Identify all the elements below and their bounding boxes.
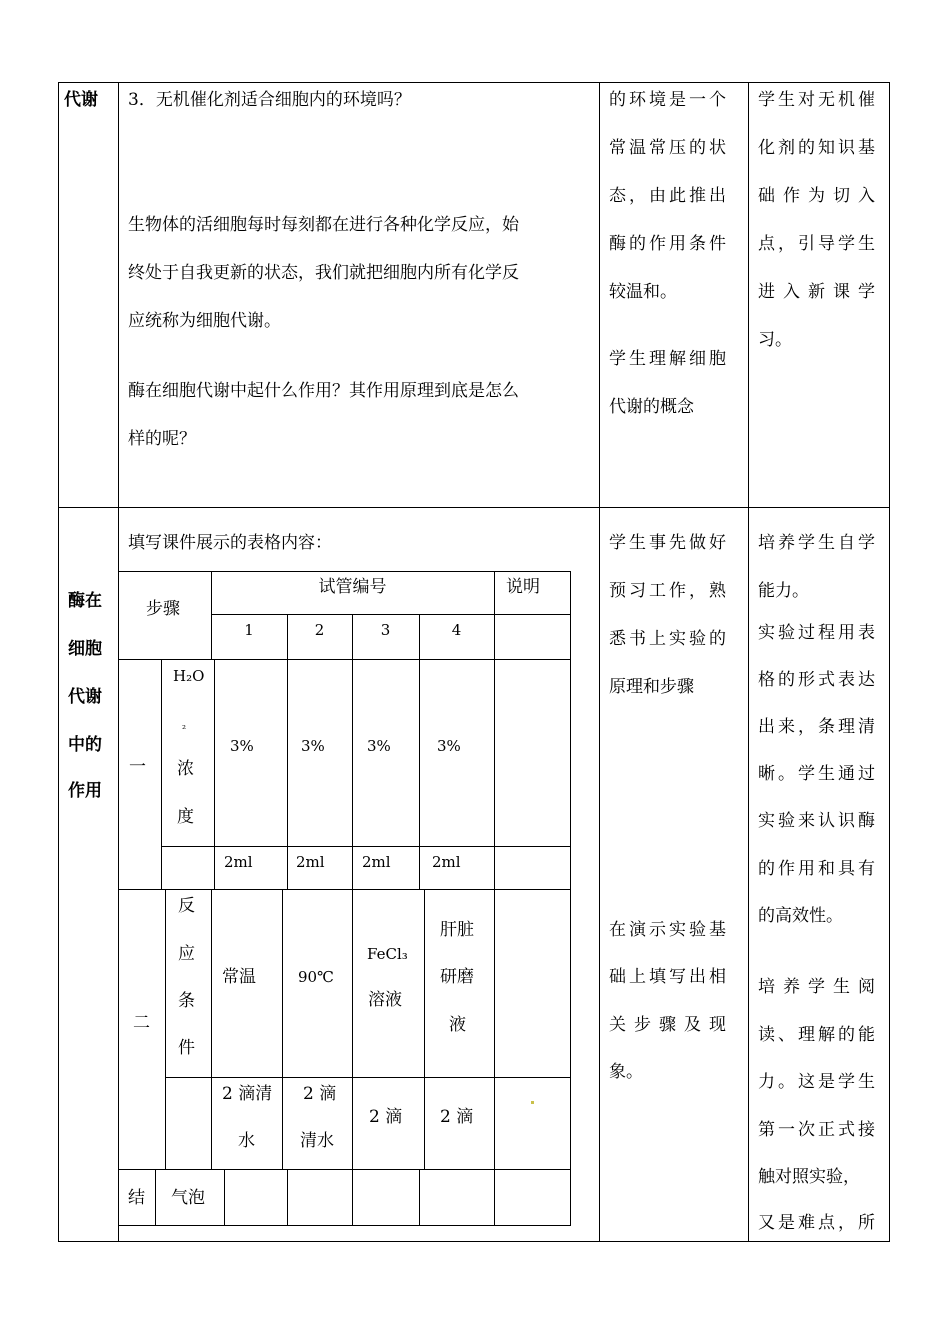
intent-line: 触对照实验， — [758, 1167, 860, 1187]
content-line: 生物体的活细胞每时每刻都在进行各种化学反应，始 — [128, 215, 519, 235]
table-intro: 填写课件展示的表格内容： — [128, 533, 332, 553]
drops-value: 水 — [238, 1131, 255, 1151]
condition-value: 常温 — [222, 967, 256, 987]
drops-value: 2 滴清 — [222, 1084, 273, 1104]
intent-line: 础作为切入 — [758, 186, 883, 206]
header-step: 步骤 — [146, 599, 180, 619]
h2o2-subscript: ₂ — [182, 721, 187, 732]
intent-line: 化剂的知识基 — [758, 138, 878, 158]
intent-line: 培养学生阅 — [758, 977, 883, 997]
student-line: 在演示实验基 — [609, 920, 729, 940]
tube-number: 2 — [314, 621, 325, 639]
volume-value: 2ml — [224, 853, 253, 871]
student-line: 态，由此推出 — [609, 186, 729, 206]
h2o2-label: H₂O — [173, 667, 205, 685]
student-line: 代谢的概念 — [609, 397, 694, 417]
content-line: 应统称为细胞代谢。 — [128, 311, 281, 331]
condition-value: 肝脏 — [440, 920, 474, 940]
question-text: 3．无机催化剂适合细胞内的环境吗？ — [128, 90, 411, 110]
condition-label: 件 — [178, 1038, 195, 1058]
student-line: 较温和。 — [609, 282, 677, 302]
concentration-value: 3% — [367, 737, 391, 755]
student-line: 酶的作用条件 — [609, 234, 729, 254]
drops-value: 2 滴 — [303, 1084, 337, 1104]
student-line: 学生事先做好 — [609, 533, 729, 553]
student-line: 的环境是一个 — [609, 90, 729, 110]
student-line: 关步骤及现 — [609, 1015, 734, 1035]
drops-value: 2 滴 — [369, 1107, 403, 1127]
intent-line: 习。 — [758, 330, 792, 350]
content-line: 终处于自我更新的状态，我们就把细胞内所有化学反 — [128, 263, 519, 283]
condition-value: 液 — [449, 1015, 466, 1035]
content-line: 样的呢？ — [128, 429, 196, 449]
step-label-1: 一 — [129, 757, 146, 777]
condition-label: 应 — [178, 944, 195, 964]
section-title-line: 细胞 — [68, 639, 102, 659]
volume-value: 2ml — [362, 853, 391, 871]
tube-number: 1 — [244, 621, 254, 639]
student-line: 础上填写出相 — [609, 967, 729, 987]
concentration-label: 浓 — [177, 759, 194, 779]
concentration-label: 度 — [177, 807, 194, 827]
section-title-line: 酶在 — [68, 591, 102, 611]
intent-line: 读、理解的能 — [758, 1025, 878, 1045]
condition-value: 90℃ — [298, 968, 334, 986]
tube-number: 3 — [380, 621, 391, 639]
condition-label: 条 — [178, 991, 195, 1011]
condition-value: FeCl₃ — [367, 945, 408, 963]
intent-line: 晰。学生通过 — [758, 764, 878, 784]
header-tube-number: 试管编号 — [318, 577, 387, 597]
step-label-3: 结 — [128, 1188, 145, 1208]
condition-label: 反 — [178, 896, 195, 916]
section-title-line: 中的 — [68, 735, 102, 755]
content-line: 酶在细胞代谢中起什么作用？其作用原理到底是怎么 — [128, 381, 519, 401]
intent-line: 实验过程用表 — [758, 623, 878, 643]
intent-line: 培养学生自学 — [758, 533, 878, 553]
volume-value: 2ml — [432, 853, 461, 871]
section-title-line: 作用 — [68, 781, 102, 801]
step-label-2: 二 — [133, 1013, 150, 1033]
student-line: 原理和步骤 — [609, 677, 694, 697]
intent-line: 实验来认识酶 — [758, 811, 878, 831]
condition-value: 研磨 — [440, 967, 474, 987]
drops-value: 清水 — [300, 1131, 334, 1151]
intent-line: 格的形式表达 — [758, 670, 878, 690]
bubbles-label: 气泡 — [171, 1188, 205, 1208]
concentration-value: 3% — [230, 737, 254, 755]
section-title-line: 代谢 — [68, 687, 102, 707]
drops-value: 2 滴 — [440, 1107, 474, 1127]
student-line: 预习工作，熟 — [609, 581, 729, 601]
condition-value: 溶液 — [368, 990, 402, 1010]
section-title-metabolism: 代谢 — [64, 90, 98, 110]
student-line: 学生理解细胞 — [609, 349, 729, 369]
intent-line: 学生对无机催 — [758, 90, 878, 110]
intent-line: 能力。 — [758, 581, 809, 601]
intent-line: 第一次正式接 — [758, 1120, 878, 1140]
intent-line: 的作用和具有 — [758, 859, 878, 879]
concentration-value: 3% — [437, 737, 461, 755]
intent-line: 出来，条理清 — [758, 717, 878, 737]
intent-line: 进入新课学 — [758, 282, 883, 302]
student-line: 象。 — [609, 1062, 643, 1082]
stray-dot — [531, 1101, 534, 1104]
intent-line: 又是难点，所 — [758, 1213, 878, 1233]
tube-number: 4 — [451, 621, 462, 639]
intent-line: 的高效性。 — [758, 906, 843, 926]
student-line: 常温常压的状 — [609, 138, 729, 158]
header-note: 说明 — [506, 577, 540, 597]
concentration-value: 3% — [301, 737, 325, 755]
volume-value: 2ml — [296, 853, 325, 871]
intent-line: 力。这是学生 — [758, 1072, 878, 1092]
student-line: 悉书上实验的 — [609, 629, 729, 649]
intent-line: 点，引导学生 — [758, 234, 878, 254]
